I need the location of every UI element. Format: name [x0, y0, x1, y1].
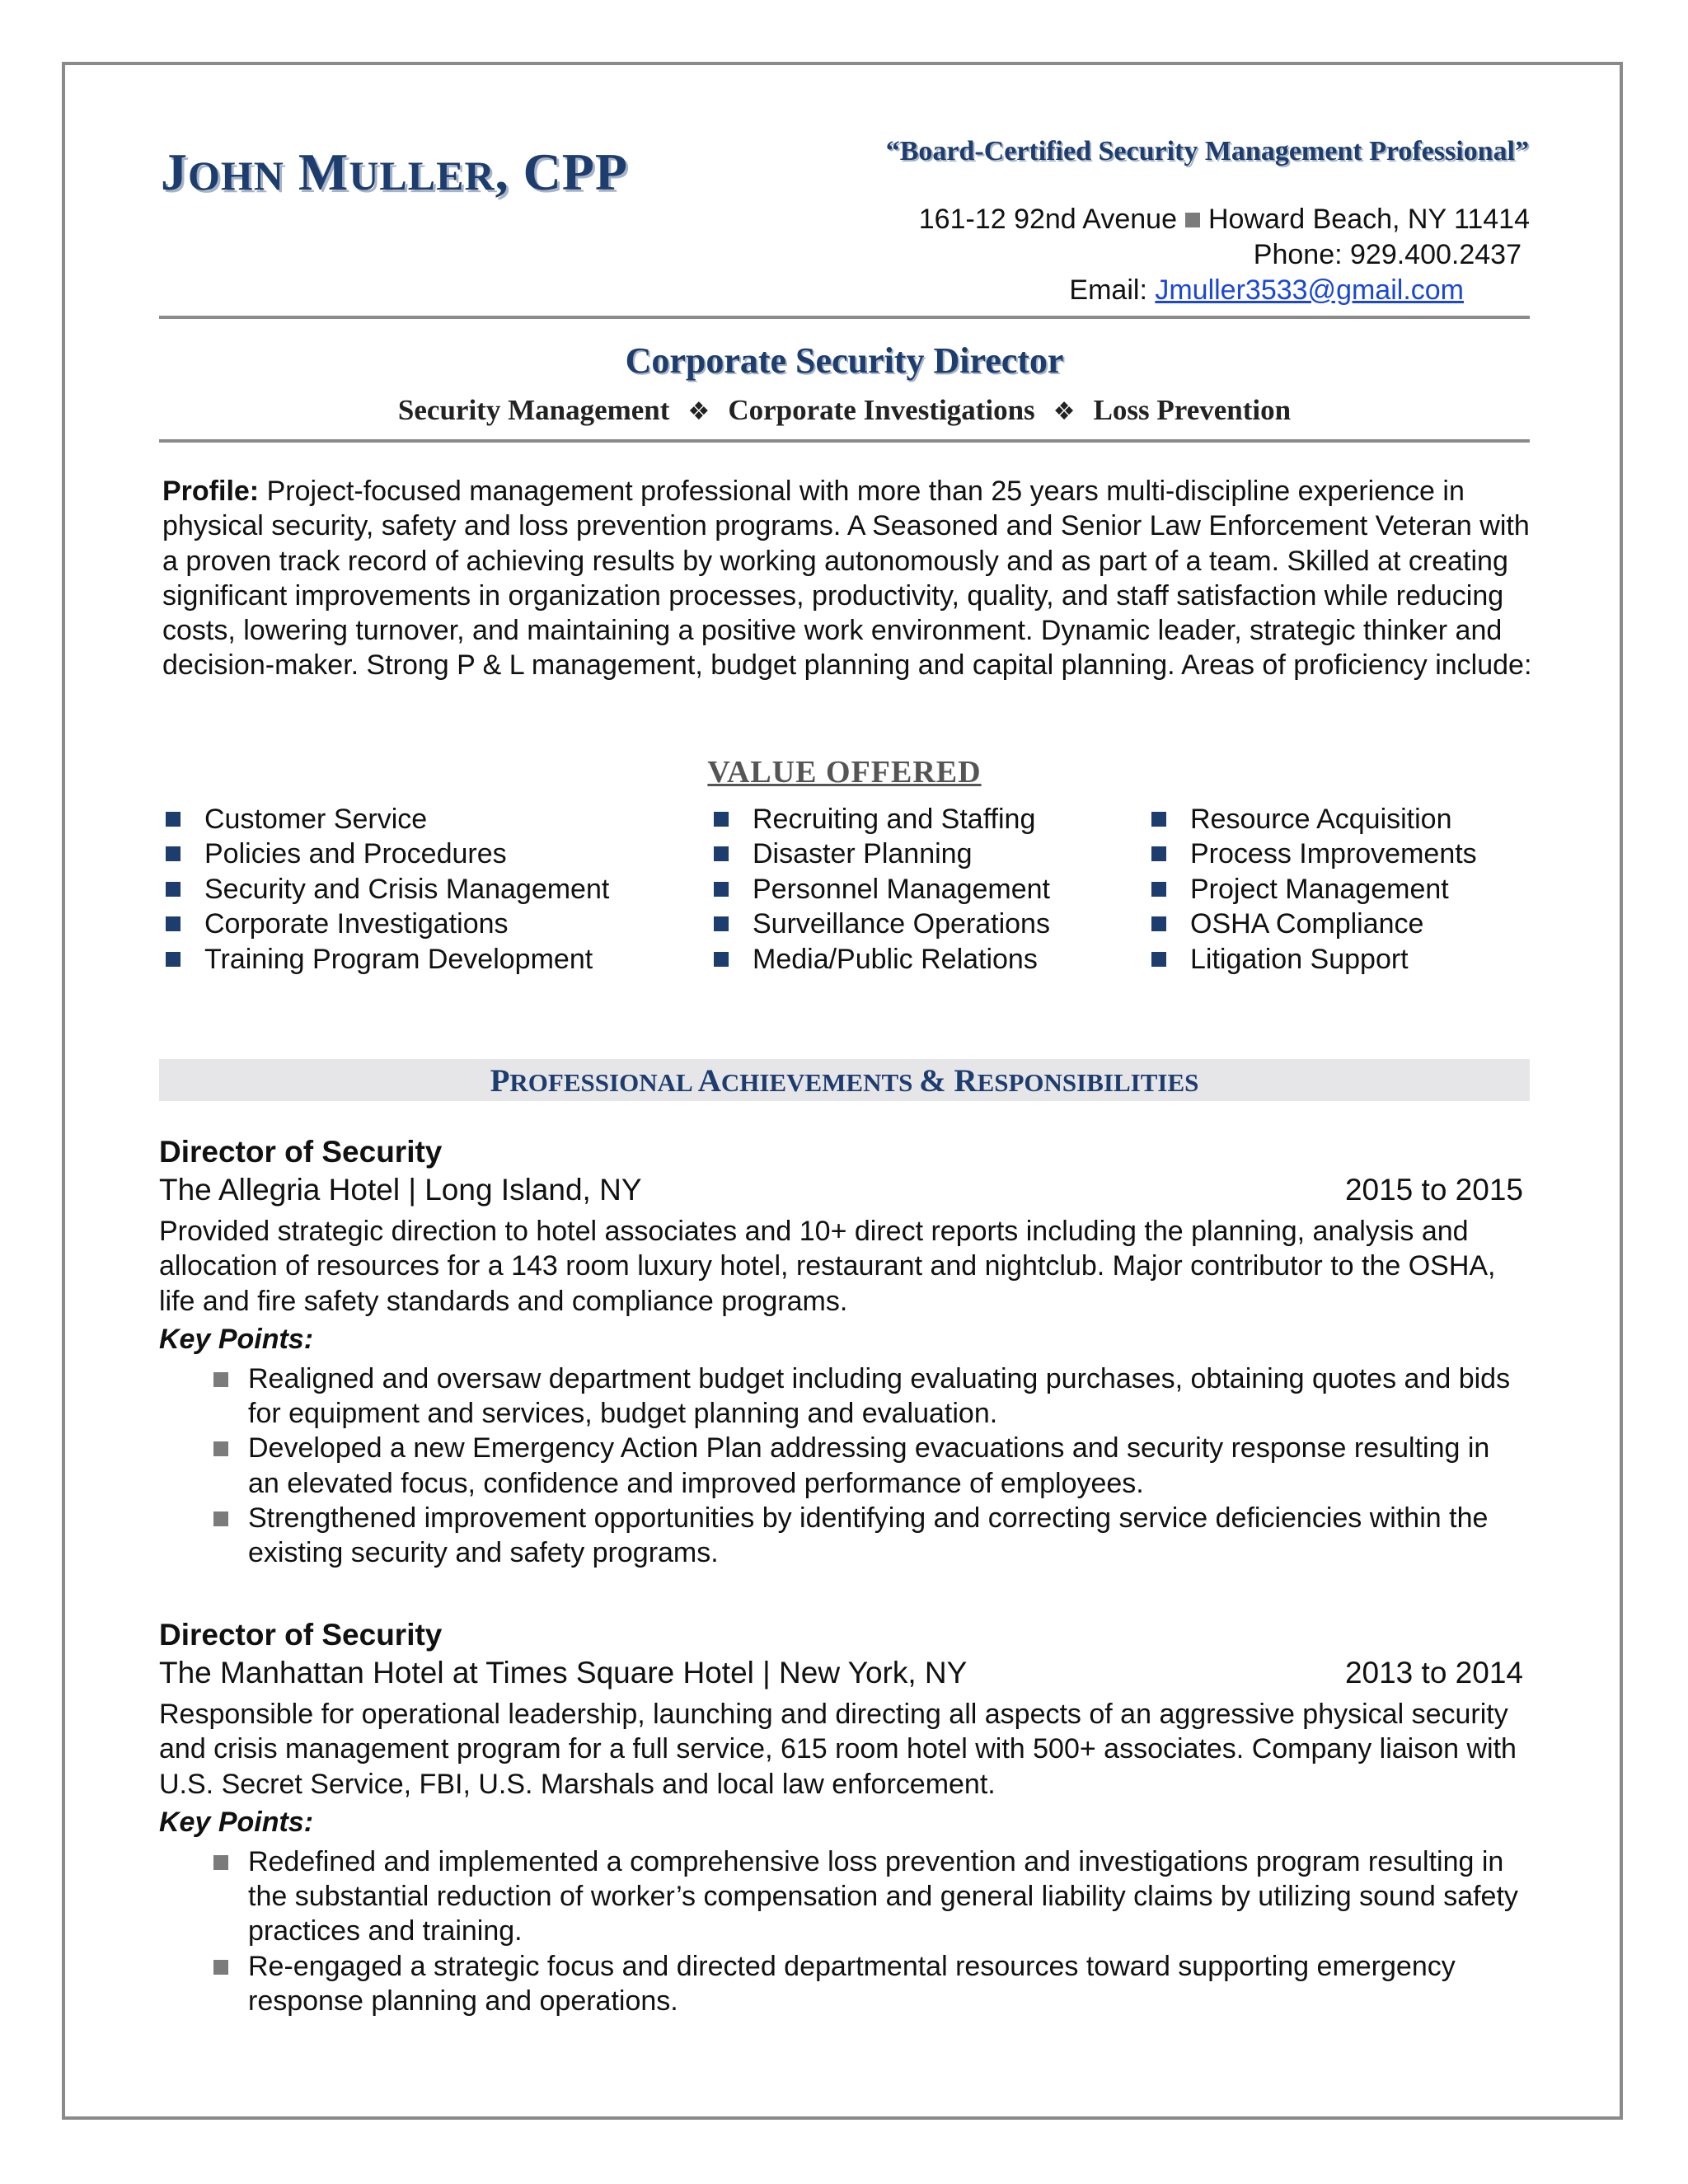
diamond-separator-icon: ❖: [1053, 397, 1076, 426]
job-title: Director of Security: [159, 1618, 443, 1652]
section-heading-achievements: PROFESSIONAL ACHIEVEMENTS & RESPONSIBILITIES: [159, 1059, 1530, 1101]
square-bullet-icon: [714, 916, 729, 931]
square-bullet-icon: [166, 882, 181, 897]
phone: Phone: 929.400.2437: [1253, 239, 1522, 270]
list-item: Redefined and implemented a comprehensive loss prevention and investigations program resulting in the substantial reduction of worker’s compensation and general liability claims by utilizing sound safety practices and training.: [213, 1844, 1523, 1949]
email-label: Email:: [1069, 274, 1156, 306]
job-dates: 2013 to 2014: [1344, 1656, 1523, 1690]
square-bullet-icon: [166, 916, 181, 931]
list-item: Litigation Support: [1151, 942, 1477, 977]
employer: The Manhattan Hotel at Times Square Hotel | New York, NY: [159, 1656, 968, 1690]
list-item: Training Program Development: [166, 942, 609, 977]
list-item: Policies and Procedures: [166, 837, 609, 871]
job-entry: [159, 1133, 1523, 1571]
value-column-3: [1151, 802, 1477, 977]
value-column-1: [166, 802, 609, 977]
key-points-list: [159, 1361, 1523, 1571]
header-divider: [159, 316, 1530, 319]
address-city: Howard Beach, NY 11414: [1208, 204, 1530, 235]
list-item: Security and Crisis Management: [166, 872, 609, 907]
list-item: OSHA Compliance: [1151, 907, 1477, 941]
list-item: Realigned and oversaw department budget including evaluating purchases, obtaining quotes and bids for equipment and services, budget planning and evaluation.: [213, 1361, 1523, 1432]
focus-item: Loss Prevention: [1093, 394, 1292, 426]
square-bullet-icon: [714, 846, 729, 861]
key-points-label: Key Points:: [159, 1806, 314, 1838]
focus-item: Security Management: [397, 394, 670, 426]
headline-divider: [159, 439, 1530, 443]
key-points-label: Key Points:: [159, 1323, 314, 1355]
square-bullet-icon: [1151, 952, 1166, 967]
list-item: Media/Public Relations: [714, 942, 1050, 977]
address-line: [919, 202, 1530, 237]
list-item: Corporate Investigations: [166, 907, 609, 941]
square-bullet-icon: [166, 812, 181, 827]
employer: The Allegria Hotel | Long Island, NY: [159, 1173, 642, 1207]
email-link[interactable]: Jmuller3533@gmail.com: [1155, 274, 1464, 306]
list-item: Developed a new Emergency Action Plan addressing evacuations and security response resulting in an elevated focus, confidence and improved performance of employees.: [213, 1431, 1523, 1501]
value-column-2: [714, 802, 1050, 977]
square-bullet-icon: [1151, 916, 1166, 931]
square-bullet-icon: [1185, 213, 1200, 227]
square-bullet-icon: [166, 846, 181, 861]
list-item: Surveillance Operations: [714, 907, 1050, 941]
square-bullet-icon: [714, 952, 729, 967]
square-bullet-icon: [213, 1960, 228, 1975]
square-bullet-icon: [166, 952, 181, 967]
job-title: Director of Security: [159, 1135, 443, 1169]
square-bullet-icon: [213, 1441, 228, 1456]
square-bullet-icon: [1151, 882, 1166, 897]
headline-title: Corporate Security Director: [625, 340, 1064, 381]
list-item: Recruiting and Staffing: [714, 802, 1050, 837]
square-bullet-icon: [213, 1511, 228, 1526]
list-item: Resource Acquisition: [1151, 802, 1477, 837]
focus-item: Corporate Investigations: [728, 394, 1035, 426]
list-item: Process Improvements: [1151, 837, 1477, 871]
contact-block: [919, 202, 1530, 308]
square-bullet-icon: [1151, 846, 1166, 861]
profile-summary: [162, 474, 1535, 683]
list-item: Customer Service: [166, 802, 609, 837]
email-line: [919, 273, 1530, 308]
list-item: Strengthened improvement opportunities by identifying and correcting service deficiencies within the existing security and safety programs.: [213, 1501, 1523, 1571]
employer-line: [159, 1171, 1523, 1209]
candidate-name: JOHN MULLER, CPP: [161, 143, 628, 201]
list-item: Project Management: [1151, 872, 1477, 907]
profile-text: Project-focused management professional with more than 25 years multi-discipline experience in physical security, safety and loss prevention programs. A Seasoned and Senior Law Enforcement Veteran with a proven track record of achieving results by working autonomously and as part of a team. Skilled at creating significant improvements in organization processes, productivity, quality, and staff satisfaction while reducing costs, lowering turnover, and maintaining a positive work environment. Dynamic leader, strategic thinker and decision-maker. Strong P & L management, budget planning and capital planning. Areas of proficiency include:: [162, 476, 1532, 682]
job-description: Provided strategic direction to hotel associates and 10+ direct reports including the planning, analysis and allocation of resources for a 143 room luxury hotel, restaurant and nightclub. Major contributor to the OSHA, life and fire safety standards and compliance programs.: [159, 1216, 1496, 1317]
job-description: Responsible for operational leadership, launching and directing all aspects of an aggressive physical security and crisis management program for a full service, 615 room hotel with 500+ associates. Company liaison with U.S. Secret Service, FBI, U.S. Marshals and local law enforcement.: [159, 1699, 1517, 1800]
focus-areas: [159, 394, 1530, 427]
tagline: “Board-Certified Security Management Professional”: [885, 136, 1529, 166]
diamond-separator-icon: ❖: [687, 397, 710, 426]
value-offered-title: VALUE OFFERED: [707, 755, 982, 790]
list-item: Re-engaged a strategic focus and directed departmental resources toward supporting emergency response planning and operations.: [213, 1949, 1523, 2019]
square-bullet-icon: [714, 812, 729, 827]
address-street: 161-12 92nd Avenue: [918, 204, 1177, 235]
square-bullet-icon: [714, 882, 729, 897]
profile-label: Profile:: [162, 476, 260, 507]
job-dates: 2015 to 2015: [1344, 1173, 1523, 1207]
square-bullet-icon: [1151, 812, 1166, 827]
list-item: Personnel Management: [714, 872, 1050, 907]
job-entry: [159, 1616, 1523, 2018]
square-bullet-icon: [213, 1855, 228, 1870]
employer-line: [159, 1654, 1523, 1692]
list-item: Disaster Planning: [714, 837, 1050, 871]
key-points-list: [159, 1844, 1523, 2018]
square-bullet-icon: [213, 1372, 228, 1387]
